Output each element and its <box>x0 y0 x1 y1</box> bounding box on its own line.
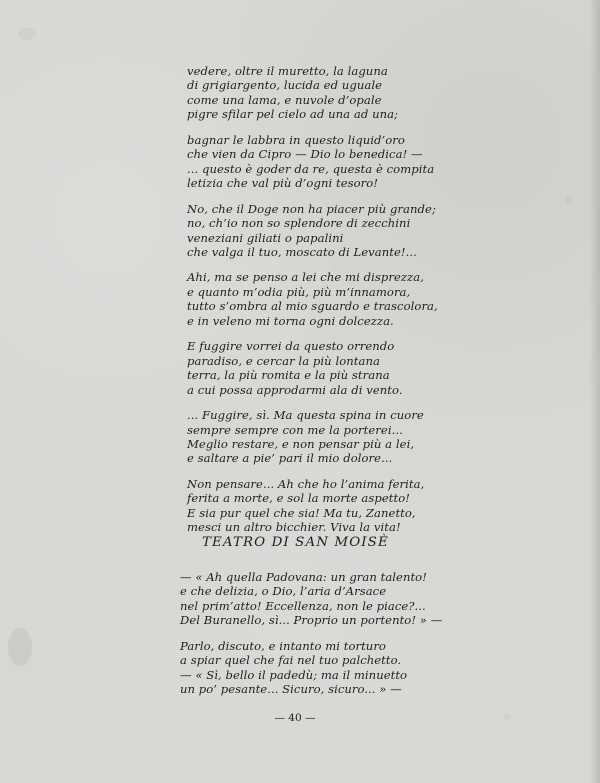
poem-line: e che delizia, o Dio, l’aria d’Arsace <box>180 584 387 599</box>
poem-line: e saltare a pie’ pari il mio dolore... <box>187 451 393 466</box>
poem-line: E fuggire vorrei da questo orrendo <box>187 339 395 354</box>
poem-line: no, ch’io non so splendore di zecchini <box>187 216 411 231</box>
poem-line: bagnar le labbra in questo liquid’oro <box>187 132 405 147</box>
second-poem <box>180 570 470 708</box>
poem-line: terra, la più romita e la più strana <box>187 368 390 383</box>
stanza <box>180 570 470 628</box>
paper-spot <box>18 28 36 40</box>
stanza <box>187 339 467 397</box>
main-poem <box>187 64 467 546</box>
poem-line: — « Ah quella Padovana: un gran talento! <box>180 570 427 584</box>
poem-line: a spiar quel che fai nel tuo palchetto. <box>180 653 402 668</box>
stanza <box>180 639 470 697</box>
stanza <box>187 64 467 122</box>
poem-line: e in veleno mi torna ogni dolcezza. <box>187 313 394 328</box>
poem-line: che vien da Cipro — Dio lo benedica! — <box>187 147 423 162</box>
paper-spot <box>565 196 573 204</box>
poem-line: Del Buranello, sì... Proprio un portento! » — <box>180 613 443 628</box>
poem-line: vedere, oltre il muretto, la laguna <box>187 64 388 78</box>
poem-line: Meglio restare, e non pensar più a lei, <box>187 436 415 451</box>
poem-line: pigre sfilar pel cielo ad una ad una; <box>187 107 399 122</box>
poem-line: — « Sì, bello il padedù; ma il minuetto <box>180 667 408 682</box>
poem-line: un po’ pesante... Sicuro, sicuro... » — <box>180 682 402 697</box>
poem-line: di grigiargento, lucida ed uguale <box>187 78 383 93</box>
poem-line: Parlo, discuto, e intanto mi torturo <box>180 638 386 653</box>
poem-line: paradiso, e cercar la più lontana <box>187 353 380 368</box>
stanza <box>187 133 467 191</box>
poem-line: tutto s’ombra al mio sguardo e trascolora, <box>187 299 438 314</box>
paper-spot <box>504 714 510 720</box>
poem-line: nel prim’atto! Eccellenza, non le piace?... <box>180 598 426 613</box>
page-edge-shadow <box>590 0 600 783</box>
poem-line: ... questo è goder da re, questa è compita <box>187 161 435 176</box>
poem-line: No, che il Doge non ha piacer più grande; <box>187 201 436 216</box>
paper-stain <box>8 628 32 666</box>
poem-line: Ahi, ma se penso a lei che mi disprezza, <box>187 270 424 285</box>
poem-line: letizia che val più d’ogni tesoro! <box>187 176 379 191</box>
poem-line: che valga il tuo, moscato di Levante!... <box>187 244 417 259</box>
stanza <box>187 408 467 466</box>
poem-line: mesci un altro bicchier. Viva la vita! <box>187 520 401 535</box>
section-title: TEATRO DI SAN MOISÈ <box>202 535 389 550</box>
poem-line: E sia pur quel che sia! Ma tu, Zanetto, <box>187 505 416 520</box>
poem-line: e quanto m’odia più, più m’innamora, <box>187 284 411 299</box>
poem-line: a cui possa approdarmi ala di vento. <box>187 382 403 397</box>
poem-line: sempre sempre con me la porterei... <box>187 422 403 437</box>
poem-line: ferita a morte, e sol la morte aspetto! <box>187 491 411 506</box>
poem-line: Non pensare... Ah che ho l’anima ferita, <box>187 476 425 491</box>
stanza <box>187 202 467 260</box>
stanza <box>187 477 467 535</box>
poem-line: come una lama, e nuvole d’opale <box>187 92 382 107</box>
page-number: — 40 — <box>274 712 316 724</box>
poem-line: ... Fuggire, sì. Ma questa spina in cuore <box>187 408 424 423</box>
poem-line: veneziani giliati o papalini <box>187 230 344 245</box>
stanza <box>187 270 467 328</box>
